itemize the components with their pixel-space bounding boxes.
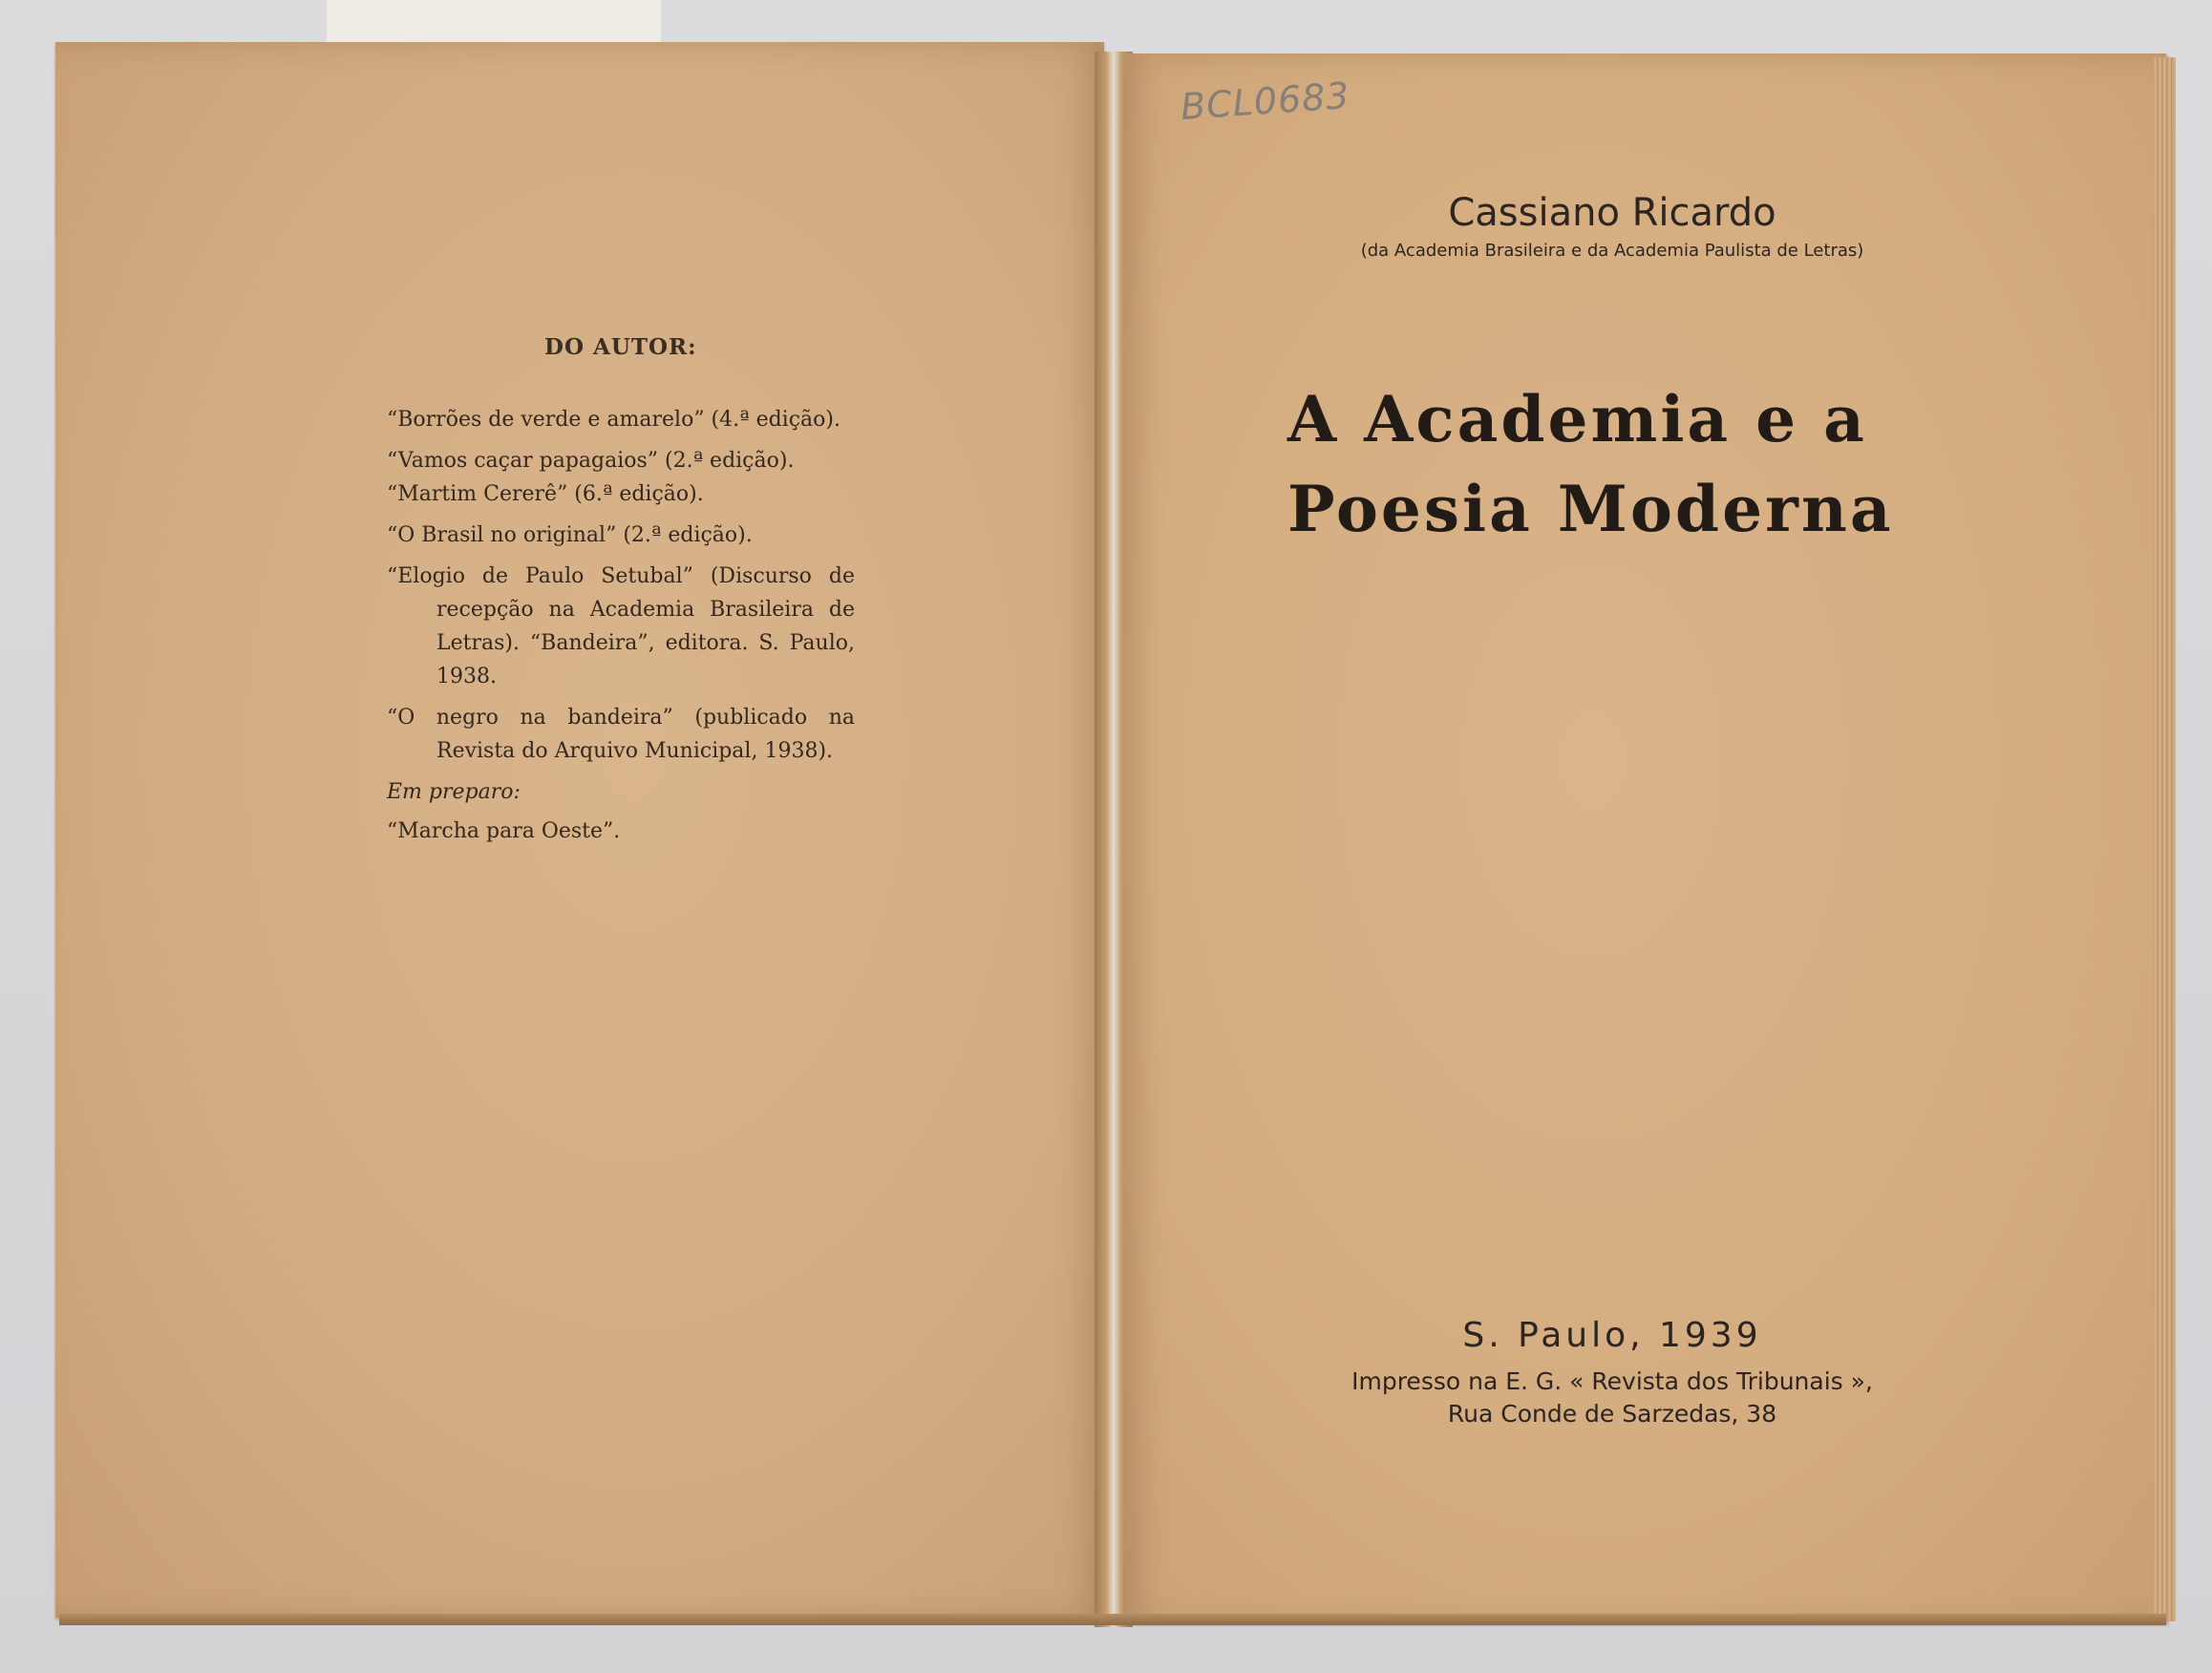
author-affiliation: (da Academia Brasileira e da Academia Paulista de Letras) bbox=[1360, 241, 1864, 261]
printer-line-1: Impresso na E. G. « Revista dos Tribunais », bbox=[1351, 1367, 1873, 1395]
handwritten-catalog-note: BCL0683 bbox=[1179, 74, 1351, 129]
work-item: “Martim Cererê” (6.ª edição). bbox=[387, 482, 704, 506]
printer-info bbox=[1287, 1366, 1937, 1430]
bottom-edge bbox=[59, 1614, 2166, 1625]
book-title bbox=[1287, 374, 1956, 554]
work-item: “Vamos caçar papagaios” (2.ª edição). bbox=[387, 449, 795, 473]
title-line-2: Poesia Moderna bbox=[1287, 472, 1894, 546]
works-list bbox=[387, 403, 855, 856]
work-item: “Elogio de Paulo Setubal” (Discurso de recepção na Academia Brasileira de Letras). “Bandeira”, editora. S. Paulo, 1938. bbox=[387, 564, 855, 688]
title-line-1: A Academia e a bbox=[1287, 382, 1867, 456]
by-author-heading: DO AUTOR: bbox=[544, 334, 697, 360]
in-preparation-label: Em preparo: bbox=[387, 780, 521, 804]
work-item: “O negro na bandeira” (publicado na Revista do Arquivo Municipal, 1938). bbox=[387, 706, 855, 763]
in-preparation-item: “Marcha para Oeste”. bbox=[387, 819, 621, 843]
page-edges bbox=[2153, 57, 2176, 1621]
place-and-year: S. Paulo, 1939 bbox=[1462, 1316, 1762, 1355]
printer-line-2: Rua Conde de Sarzedas, 38 bbox=[1447, 1400, 1777, 1428]
work-item: “Borrões de verde e amarelo” (4.ª edição). bbox=[387, 408, 840, 432]
author-name: Cassiano Ricardo bbox=[1448, 191, 1776, 235]
work-item: “O Brasil no original” (2.ª edição). bbox=[387, 523, 753, 547]
